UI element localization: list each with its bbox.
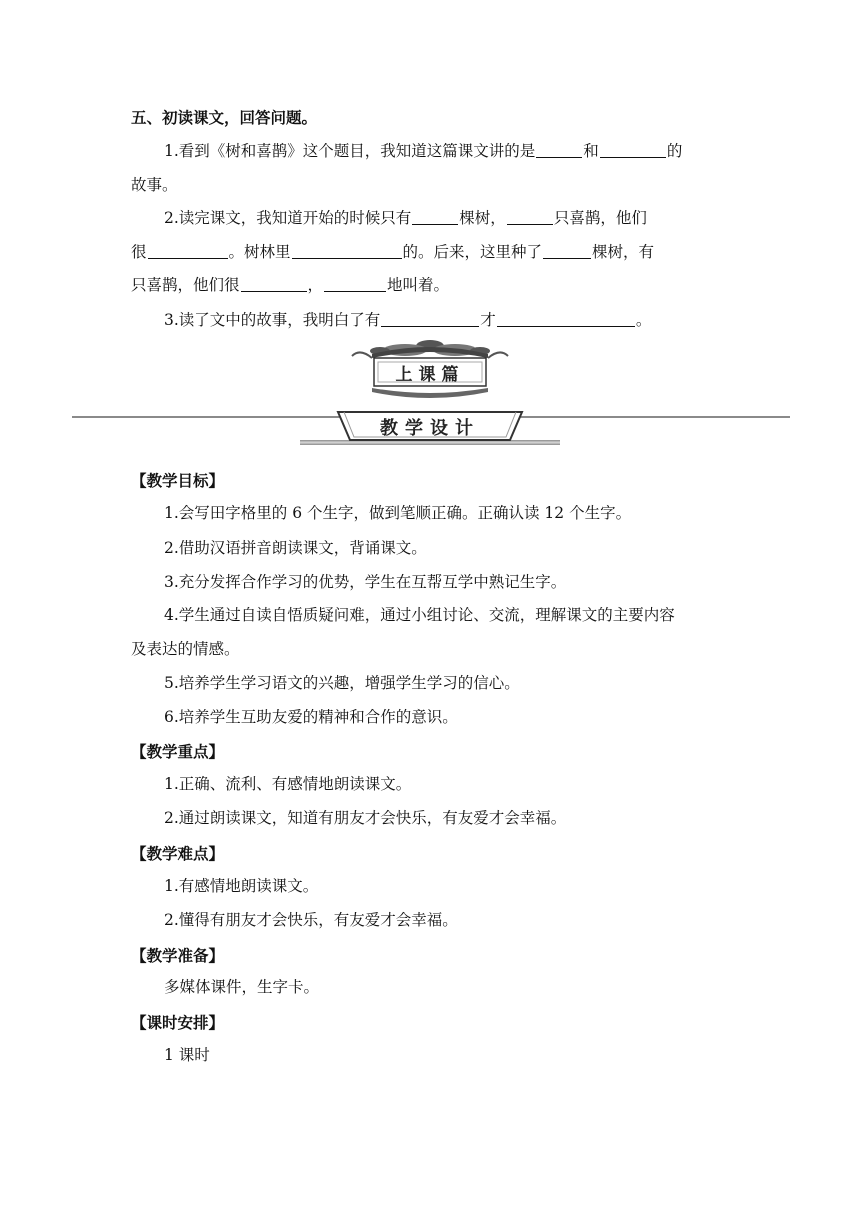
section-item: 3.充分发挥合作学习的优势，学生在互帮互学中熟记生字。 <box>164 573 567 591</box>
answer-blank[interactable] <box>536 141 582 158</box>
answer-blank[interactable] <box>507 208 553 225</box>
question-2-line-3 <box>131 275 449 295</box>
answer-blank[interactable] <box>148 242 228 259</box>
banner-bottom-label: 教学设计 <box>380 418 480 439</box>
q2-text-c: 只喜鹊，他们 <box>553 209 647 227</box>
q1-text-a: 1.看到《树和喜鹊》这个题目，我知道这篇课文讲的是 <box>164 142 536 160</box>
section-item: 2.通过朗读课文，知道有朋友才会快乐，有友爱才会幸福。 <box>164 809 567 827</box>
answer-blank[interactable] <box>497 310 635 327</box>
answer-blank[interactable] <box>241 275 307 292</box>
question-2-line-1 <box>164 208 647 228</box>
answer-blank[interactable] <box>543 242 591 259</box>
answer-blank[interactable] <box>324 275 386 292</box>
answer-blank[interactable] <box>381 310 479 327</box>
q3-text-a: 3.读了文中的故事，我明白了有 <box>164 311 381 329</box>
q2-text-g: 棵树，有 <box>592 243 655 261</box>
section-item: 6.培养学生互助友爱的精神和合作的意识。 <box>164 708 458 726</box>
section-title: 【课时安排】 <box>131 1013 225 1032</box>
question-2-line-2 <box>131 242 654 262</box>
section-item: 2.借助汉语拼音朗读课文，背诵课文。 <box>164 539 427 557</box>
section-item: 1 课时 <box>164 1046 210 1064</box>
q2-text-i: ， <box>307 276 324 294</box>
scroll-ornament-icon <box>352 340 508 358</box>
answer-blank[interactable] <box>600 141 666 158</box>
q2-text-f: 的。后来，这里种了 <box>402 243 543 261</box>
section-title: 【教学重点】 <box>131 742 225 761</box>
section-item: 及表达的情感。 <box>131 640 240 658</box>
q2-text-h: 只喜鹊，他们很 <box>131 276 240 294</box>
q2-text-a: 2.读完课文，我知道开始的时候只有 <box>164 209 412 227</box>
question-1-line-1 <box>164 141 682 161</box>
section-item: 4.学生通过自读自悟质疑问难，通过小组讨论、交流，理解课文的主要内容 <box>164 606 675 624</box>
section-item: 1.有感情地朗读课文。 <box>164 877 319 895</box>
section-banner <box>0 338 860 450</box>
q2-text-e: 。树林里 <box>228 243 291 261</box>
section-item: 1.正确、流利、有感情地朗读课文。 <box>164 775 412 793</box>
section-title: 【教学难点】 <box>131 844 225 863</box>
answer-blank[interactable] <box>292 242 402 259</box>
section-title: 【教学目标】 <box>131 471 225 490</box>
section-title: 【教学准备】 <box>131 946 225 965</box>
section-item: 5.培养学生学习语文的兴趣，增强学生学习的信心。 <box>164 674 520 692</box>
banner-ornament <box>0 338 860 450</box>
q2-text-j: 地叫着。 <box>387 276 450 294</box>
q2-text-d: 很 <box>131 243 147 261</box>
question-3-line <box>164 310 651 330</box>
q1-text-c: 的 <box>666 142 683 160</box>
q3-text-c: 。 <box>635 311 652 329</box>
exercise-heading: 五、初读课文，回答问题。 <box>131 108 318 127</box>
q2-text-b: 棵树， <box>459 209 506 227</box>
question-1-line-2: 故事。 <box>131 176 178 194</box>
q1-text-b: 和 <box>583 142 599 160</box>
section-item: 2.懂得有朋友才会快乐，有友爱才会幸福。 <box>164 911 458 929</box>
banner-top-label: 上课篇 <box>395 365 465 385</box>
answer-blank[interactable] <box>412 208 458 225</box>
q3-text-b: 才 <box>480 311 496 329</box>
section-item: 1.会写田字格里的 6 个生字，做到笔顺正确。正确认读 12 个生字。 <box>164 504 632 522</box>
section-item: 多媒体课件，生字卡。 <box>164 978 320 996</box>
